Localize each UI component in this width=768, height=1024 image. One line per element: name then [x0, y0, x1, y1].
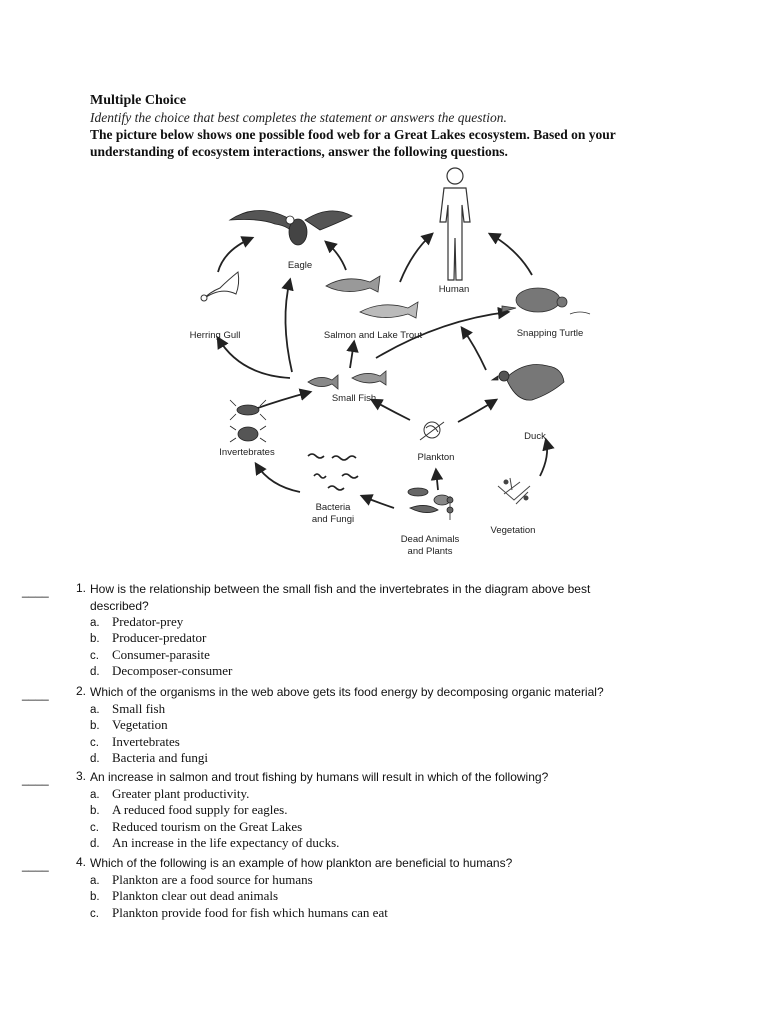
choice-letter: d.	[90, 666, 100, 679]
choice-c[interactable]	[90, 905, 388, 921]
choice-a[interactable]	[90, 872, 388, 888]
instructions: Identify the choice that best completes the statement or answers the question.	[90, 110, 507, 125]
arrow-plankton-duck	[458, 400, 496, 422]
vegetation-icon	[498, 478, 530, 504]
worksheet-header	[90, 92, 670, 160]
question-number: 1.	[75, 581, 86, 595]
bacteria-fungi-icon	[308, 454, 358, 490]
duck-icon	[492, 365, 564, 401]
answer-blank[interactable]: ____	[22, 858, 49, 872]
choice-list	[90, 614, 232, 680]
arrow-smallfish-eagle	[285, 280, 292, 372]
choice-b[interactable]	[90, 717, 208, 733]
salmon-trout-icon	[326, 276, 418, 318]
choice-d[interactable]	[90, 835, 339, 851]
snapping-turtle-icon	[502, 288, 590, 314]
choice-list	[90, 701, 208, 767]
choice-text: A reduced food supply for eagles.	[112, 802, 288, 818]
dead-animals-plants-icon	[408, 488, 453, 520]
arrow-duck-human	[462, 328, 486, 370]
choice-text: Plankton are a food source for humans	[112, 872, 313, 887]
question-text: Which of the following is an example of how plankton are beneficial to humans?	[90, 856, 513, 870]
choice-a[interactable]	[90, 614, 232, 630]
choice-text: Plankton provide food for fish which humans can eat	[112, 904, 388, 920]
choice-text: Consumer-parasite	[112, 646, 210, 662]
choice-b[interactable]	[90, 802, 339, 818]
choice-letter: d.	[90, 838, 100, 851]
choice-c[interactable]	[90, 734, 208, 750]
label-plankton: Plankton	[417, 452, 455, 463]
choice-text: Bacteria and fungi	[112, 750, 209, 766]
choice-letter: b.	[90, 805, 100, 818]
choice-letter: c.	[90, 821, 99, 834]
choice-letter: b.	[90, 720, 100, 733]
choice-d[interactable]	[90, 663, 232, 679]
arrow-plankton-smallfish	[372, 400, 410, 420]
choice-letter: c.	[90, 907, 99, 920]
label-small-fish: Small Fish	[331, 393, 377, 404]
choice-list	[90, 786, 339, 852]
label-eagle: Eagle	[287, 260, 313, 271]
choice-letter: c.	[90, 649, 99, 662]
label-snapping-turtle: Snapping Turtle	[516, 328, 584, 339]
label-bacteria-line1: Bacteria	[315, 502, 351, 513]
choice-c[interactable]	[90, 647, 232, 663]
arrow-smallfish-gull	[218, 338, 290, 378]
arrow-dead-plankton	[436, 470, 438, 490]
herring-gull-icon	[201, 272, 239, 301]
arrow-bacteria-invertebrates	[256, 464, 300, 492]
arrow-invertebrates-smallfish	[252, 392, 310, 410]
choice-b[interactable]	[90, 630, 232, 646]
question-text: An increase in salmon and trout fishing by humans will result in which of the following?	[90, 770, 549, 784]
label-vegetation: Vegetation	[490, 525, 536, 536]
choice-letter: c.	[90, 736, 99, 749]
choice-text: Decomposer-consumer	[112, 663, 233, 679]
choice-letter: a.	[90, 789, 100, 801]
choice-a[interactable]	[90, 701, 208, 717]
arrow-gull-eagle	[218, 238, 252, 272]
choice-letter: b.	[90, 891, 100, 904]
arrow-turtle-human	[490, 234, 532, 275]
label-duck: Duck	[524, 431, 546, 442]
question-number: 2.	[75, 684, 86, 698]
question-number: 4.	[75, 855, 86, 869]
label-bacteria-line2: and Fungi	[311, 514, 355, 525]
arrow-smallfish-salmon	[350, 342, 354, 368]
choice-text: Vegetation	[112, 717, 168, 733]
choice-text: Producer-predator	[112, 630, 207, 646]
choice-a[interactable]	[90, 786, 339, 802]
choice-text: Plankton clear out dead animals	[112, 888, 279, 904]
label-invertebrates: Invertebrates	[219, 447, 275, 458]
label-dead-line1: Dead Animals	[400, 534, 460, 545]
question-number: 3.	[75, 769, 86, 783]
choice-text: Greater plant productivity.	[112, 786, 250, 801]
choice-list	[90, 872, 388, 921]
arrow-salmon-eagle	[326, 242, 346, 270]
choice-text: An increase in the life expectancy of ducks.	[112, 835, 340, 851]
choice-letter: a.	[90, 704, 100, 716]
answer-blank[interactable]: ____	[22, 687, 49, 701]
choice-d[interactable]	[90, 750, 208, 766]
arrow-salmon-human	[400, 234, 432, 282]
label-salmon-trout: Salmon and Lake Trout	[323, 330, 423, 341]
small-fish-icon	[308, 371, 386, 389]
choice-text: Reduced tourism on the Great Lakes	[112, 818, 303, 834]
label-dead-line2: and Plants	[407, 546, 453, 557]
choice-text: Small fish	[112, 701, 166, 716]
choice-letter: a.	[90, 875, 100, 887]
question-text: How is the relationship between the small fish and the invertebrates in the diagram above best described?	[90, 582, 591, 613]
human-icon	[440, 168, 470, 280]
food-web-arrows	[218, 234, 547, 508]
choice-letter: d.	[90, 753, 100, 766]
choice-text: Predator-prey	[112, 614, 184, 629]
arrow-dead-bacteria	[362, 496, 394, 508]
plankton-icon	[420, 422, 444, 440]
food-web-diagram	[180, 160, 600, 565]
label-human: Human	[438, 284, 470, 295]
answer-blank[interactable]: ____	[22, 584, 49, 598]
label-herring-gull: Herring Gull	[189, 330, 241, 341]
choice-c[interactable]	[90, 819, 339, 835]
intro-text: The picture below shows one possible food web for a Great Lakes ecosystem. Based on your understanding of ecosystem interactions, answer the following questions.	[90, 127, 616, 159]
arrow-vegetation-duck	[540, 440, 547, 476]
choice-letter: b.	[90, 633, 100, 646]
choice-letter: a.	[90, 617, 100, 629]
question-text: Which of the organisms in the web above gets its food energy by decomposing organic material?	[90, 685, 604, 699]
answer-blank[interactable]: ____	[22, 772, 49, 786]
choice-text: Invertebrates	[112, 733, 180, 749]
choice-b[interactable]	[90, 888, 388, 904]
section-title: Multiple Choice	[90, 93, 187, 108]
